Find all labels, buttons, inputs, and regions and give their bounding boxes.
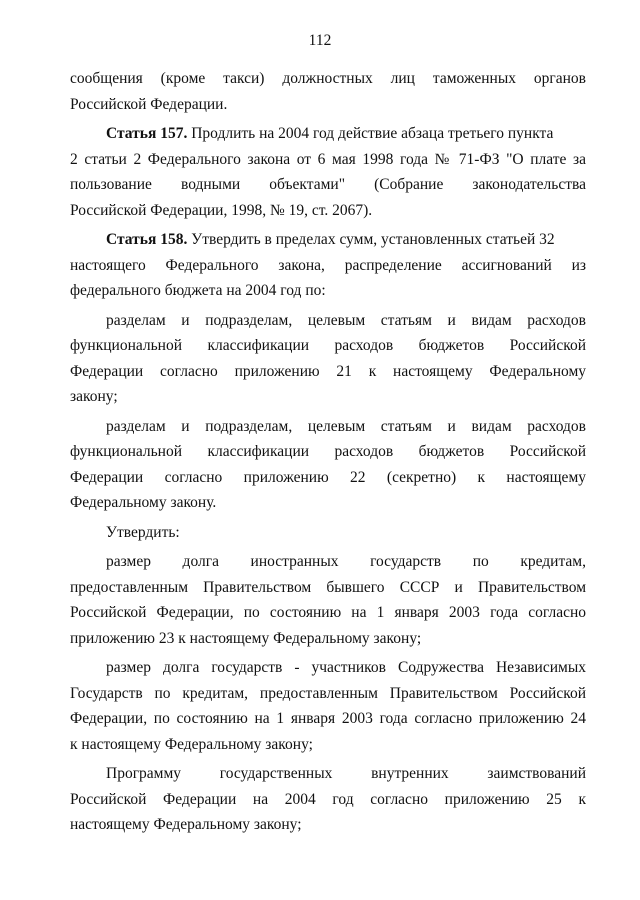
text-line <box>70 549 586 575</box>
line-text: предоставленным Правительством бывшего СССР и Правительством <box>70 578 586 596</box>
line-text: Российской Федерации, по состоянию на 1 января 2003 года согласно <box>70 604 586 621</box>
text-line <box>70 414 586 440</box>
line-text: Российской Федерации, 1998, № 19, ст. 2067). <box>70 201 373 219</box>
text-line <box>70 520 586 546</box>
paragraph <box>70 308 586 410</box>
text-line <box>70 787 586 813</box>
line-text: Утвердить в пределах сумм, установленных статьей 32 <box>187 231 555 248</box>
line-text: Утвердить: <box>106 523 180 541</box>
text-line <box>70 198 586 224</box>
text-line <box>70 626 586 652</box>
line-text: Федерации согласно приложению 21 к настоящему Федеральному <box>70 362 586 380</box>
text-line <box>70 384 586 410</box>
line-text: закону; <box>70 388 118 405</box>
text-line <box>70 655 586 681</box>
text-line <box>70 359 586 385</box>
line-text: разделам и подразделам, целевым статьям и видам расходов <box>106 417 586 435</box>
paragraph <box>70 520 586 546</box>
text-line <box>70 121 586 147</box>
line-text: функциональной классификации расходов бюджетов Российской <box>70 443 586 460</box>
line-text: сообщения (кроме такси) должностных лиц таможенных органов <box>70 70 586 87</box>
article-title: Статья 158. <box>106 231 188 248</box>
text-line <box>70 732 586 758</box>
paragraph <box>70 761 586 838</box>
text-line <box>70 308 586 334</box>
text-line <box>70 465 586 491</box>
line-text: пользование водными объектами" (Собрание законодательства <box>70 176 586 193</box>
paragraph <box>70 655 586 757</box>
line-text: настоящему Федеральному закону; <box>70 816 302 833</box>
text-line <box>70 600 586 626</box>
page-number: 112 <box>308 32 332 49</box>
text-line <box>70 333 586 359</box>
line-text: разделам и подразделам, целевым статьям и видам расходов <box>106 311 586 329</box>
paragraph <box>70 121 586 223</box>
line-text: функциональной классификации расходов бюджетов Российской <box>70 337 586 354</box>
line-text: Российской Федерации. <box>70 95 228 113</box>
line-text: Продлить на 2004 год действие абзаца третьего пункта <box>187 125 554 142</box>
text-line <box>70 92 586 118</box>
text-line <box>70 253 586 279</box>
line-text: Федерации согласно приложению 22 (секретно) к настоящему <box>70 468 586 486</box>
line-text: Федеральному закону. <box>70 494 217 511</box>
text-line <box>70 812 586 838</box>
text-line <box>70 278 586 304</box>
text-line <box>70 575 586 601</box>
text-line <box>70 172 586 198</box>
text-line <box>70 227 586 253</box>
text-line <box>70 706 586 732</box>
line-text: Государств по кредитам, предоставленным Правительством Российской <box>70 684 586 702</box>
paragraph <box>70 414 586 516</box>
line-text: Федерации, по состоянию на 1 января 2003 года согласно приложению 24 <box>70 710 586 727</box>
text-line <box>70 761 586 787</box>
text-line <box>70 681 586 707</box>
paragraph <box>70 66 586 117</box>
text-line <box>70 147 586 173</box>
text-line <box>70 439 586 465</box>
line-text: размер долга иностранных государств по кредитам, <box>106 553 586 570</box>
line-text: Программу государственных внутренних заимствований <box>106 765 586 782</box>
article-title: Статья 157. <box>106 125 188 142</box>
line-text: настоящего Федерального закона, распределение ассигнований из <box>70 256 586 274</box>
line-text: приложению 23 к настоящему Федеральному закону; <box>70 629 422 647</box>
text-line <box>70 490 586 516</box>
paragraph <box>70 549 586 651</box>
line-text: к настоящему Федеральному закону; <box>70 735 313 753</box>
line-text: размер долга государств - участников Содружества Независимых <box>106 659 586 676</box>
line-text: Российской Федерации на 2004 год согласно приложению 25 к <box>70 790 586 808</box>
line-text: 2 статьи 2 Федерального закона от 6 мая 1998 года № 71-ФЗ "О плате за <box>70 150 586 168</box>
line-text: федерального бюджета на 2004 год по: <box>70 282 326 299</box>
paragraph <box>70 227 586 304</box>
text-line <box>70 66 586 92</box>
document-body <box>70 66 586 838</box>
